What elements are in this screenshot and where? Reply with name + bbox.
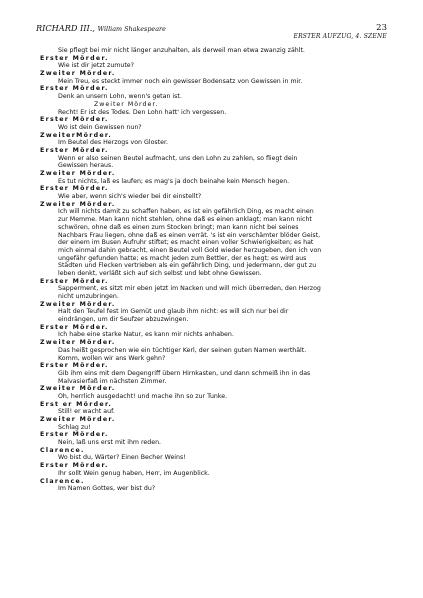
speaker-name: Erster Mörder. bbox=[40, 323, 109, 331]
dialogue-line: Malvasierfaß im nächsten Zimmer. bbox=[58, 377, 167, 385]
dialogue-line: mich einmal dahin gebracht, einen Beutel voll Gold wieder herzugeben, den ich von bbox=[58, 246, 322, 254]
speaker-name: ZweiterMörder. bbox=[40, 131, 113, 139]
dialogue-line: Das heißt gesprochen wie ein tüchtiger Kerl, der seinen guten Namen werthält. bbox=[58, 346, 307, 354]
dialogue-line: schwören, ohne daß es einen zum Stocken bringt; man kann nicht bei seines bbox=[58, 223, 299, 231]
inline-speaker-name: Zweiter Mörder. bbox=[94, 100, 159, 108]
dialogue-line: Still! er wacht auf. bbox=[58, 408, 115, 416]
dialogue-line: Städten und Flecken vertrieben als ein gefährlich Ding, und jedermann, der gut zu bbox=[58, 262, 317, 270]
play-title: RICHARD III., bbox=[36, 23, 98, 33]
dialogue-line: nicht umzubringen. bbox=[58, 293, 119, 300]
speaker-name: Erster Mörder. bbox=[40, 277, 109, 285]
dialogue-line: Wenn er also seinen Beutel aufmacht, uns den Lohn zu zahlen, so fliegt dein bbox=[58, 154, 298, 162]
page-number: 23 bbox=[376, 23, 387, 33]
dialogue-line: Mein Treu, es steckt immer noch ein gewisser Bodensatz von Gewissen in mir. bbox=[58, 77, 303, 85]
speaker-name: Erster Mörder. bbox=[40, 462, 109, 470]
speaker-name: Zweiter Mörder. bbox=[40, 416, 116, 423]
dialogue-line: Recht! Er ist des Todes. Den Lohn hatt' ich vergessen. bbox=[58, 108, 227, 116]
speaker-name: Erster Mörder. bbox=[40, 54, 109, 62]
dialogue-line: Im Beutel des Herzogs von Gloster. bbox=[58, 139, 168, 147]
dialogue-line: Denk an unsern Lohn, wenn's getan ist. bbox=[58, 93, 182, 101]
speaker-name: Zweiter Mörder. bbox=[40, 170, 116, 177]
speaker-name: Zweiter Mörder. bbox=[40, 200, 116, 208]
speaker-name: Erster Mörder. bbox=[40, 146, 109, 154]
speaker-name: Zweiter Mörder. bbox=[40, 300, 116, 308]
dialogue-line: Nachbars Frau liegen, ohne daß es einen verrät. 's ist ein verschämter blöder Geist, bbox=[58, 231, 321, 239]
speaker-name: Erst er Mörder. bbox=[40, 400, 113, 408]
dialogue-line: Komm, wollen wir ans Werk gehn? bbox=[58, 354, 166, 362]
dialogue-line: eindrängen, um dir Seufzer abzuzwingen. bbox=[58, 316, 189, 324]
dialogue-line: Halt den Teufel fest im Gemüt und glaub ihm nicht: es will sich nur bei dir bbox=[58, 308, 289, 316]
dialogue-line: Im Namen Gottes, wer bist du? bbox=[58, 485, 156, 493]
dialogue-line: Es tut nichts, laß es laufen; es mag's ja doch beinahe kein Mensch hegen. bbox=[58, 177, 290, 185]
dialogue-line: Wie aber, wenn sich's wieder bei dir einstellt? bbox=[58, 193, 202, 201]
speaker-name: Erster Mörder. bbox=[40, 431, 109, 439]
dialogue-line: Wo ist dein Gewissen nun? bbox=[58, 123, 142, 131]
dialogue-line: leben denkt, verläßt sich auf sich selbst und lebt ohne Gewissen. bbox=[58, 269, 262, 277]
dialogue-line: Sie pflegt bei mir nicht länger anzuhalten, als derweil man etwa zwanzig zählt. bbox=[58, 47, 305, 54]
speaker-name: Clarence. bbox=[40, 477, 85, 485]
dialogue-text bbox=[40, 47, 390, 493]
page-info bbox=[293, 23, 387, 41]
running-title bbox=[36, 23, 166, 33]
dialogue-line: Ihr sollt Wein genug haben, Herr, im Augenblick. bbox=[58, 469, 210, 477]
dialogue-line: Ich habe eine starke Natur, es kann mir nichts anhaben. bbox=[58, 331, 234, 339]
dialogue-line: Oh, herrlich ausgedacht! und mache ihn so zur Tunke. bbox=[58, 392, 228, 400]
author-name: William Shakespeare bbox=[97, 25, 166, 33]
dialogue-line: Wie ist dir jetzt zumute? bbox=[58, 62, 134, 70]
speaker-name: Zweiter Mörder. bbox=[40, 385, 116, 393]
dialogue-line: Schlag zu! bbox=[58, 423, 91, 431]
dialogue-line: Gib ihm eins mit dem Degengriff übern Hirnkasten, und dann schmeiß ihn in das bbox=[58, 369, 311, 377]
dialogue-line: Sapperment, es sitzt mir eben jetzt im Nacken und will mich überreden, den Herzog bbox=[58, 285, 321, 293]
speaker-name: Erster Mörder. bbox=[40, 116, 109, 124]
dialogue-line: Nein, laß uns erst mit ihm reden. bbox=[58, 439, 162, 447]
speaker-name: Erster Mörder. bbox=[40, 85, 109, 93]
scene-label: ERSTER AUFZUG, 4. SZENE bbox=[293, 33, 387, 40]
dialogue-line: Ich will nichts damit zu schaffen haben, es ist ein gefährlich Ding, es macht einen bbox=[58, 208, 314, 216]
dialogue-line: der einem im Busen Aufruhr stiftet; es macht einen voller Schwierigkeiten; es hat bbox=[58, 239, 314, 247]
speaker-name: Clarence. bbox=[40, 446, 85, 454]
dialogue-line: Gewissen heraus. bbox=[58, 162, 114, 170]
dialogue-line: zur Memme. Man kann nicht stehlen, ohne daß es einen anklagt; man kann nicht bbox=[58, 216, 312, 224]
speaker-name: Zweiter Mörder. bbox=[40, 339, 116, 347]
speaker-name: Zweiter Mörder. bbox=[40, 70, 116, 78]
dialogue-line: ungefähr gefunden hatte; es macht jeden zum Bettler, der es hegt; es wird aus bbox=[58, 254, 307, 262]
dialogue-line: Wo bist du, Wärter? Einen Becher Weins! bbox=[58, 454, 186, 462]
speaker-name: Erster Mörder. bbox=[40, 185, 109, 193]
speaker-name: Erster Mörder. bbox=[40, 362, 109, 370]
